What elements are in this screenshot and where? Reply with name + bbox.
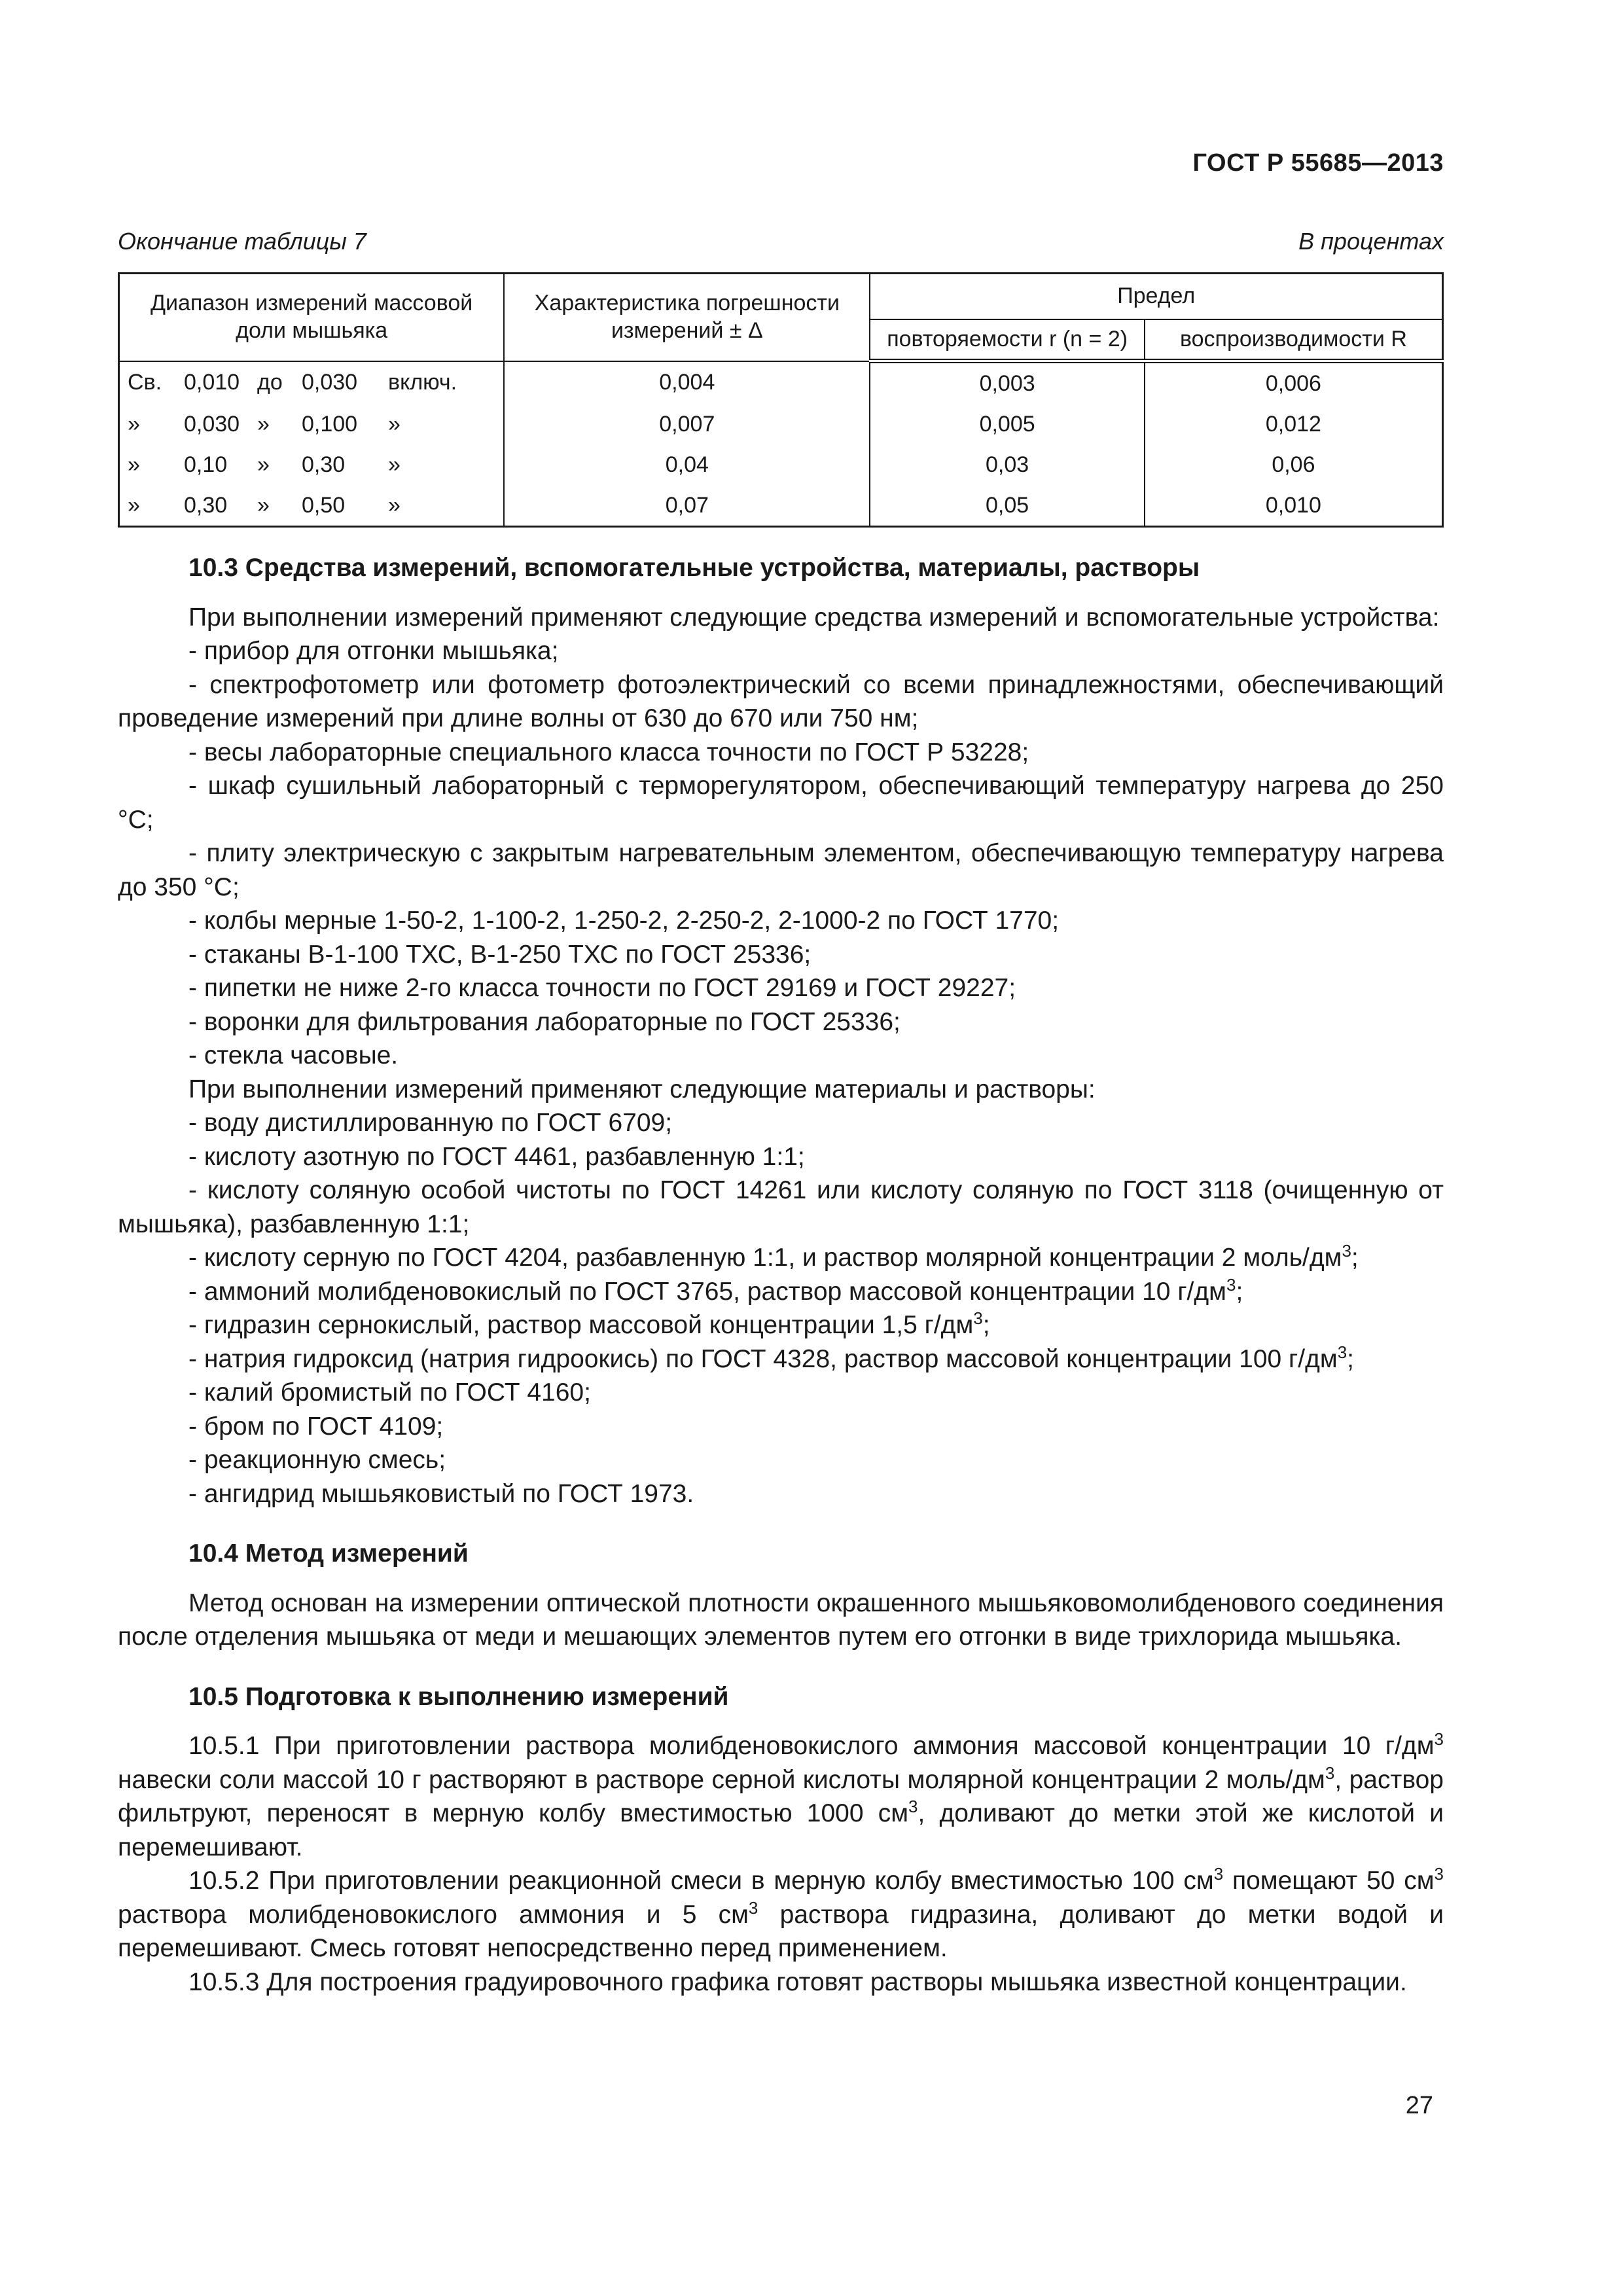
paragraph: Метод основан на измерении оптической плотности окрашенного мышьяковомолибденового соединения после отделения мышьяка от меди и мешающих элементов путем его отгонки в виде трихлорида мышьяка. [118, 1588, 1444, 1651]
list-item [118, 1275, 1444, 1309]
list-item: - калий бромистый по ГОСТ 4160; [188, 1378, 591, 1407]
document-body [118, 551, 1444, 1999]
text-run: , раствор фильтруют, переносят в мерную колбу вместимостью 1000 см [118, 1765, 1444, 1827]
superscript: 3 [1213, 1864, 1224, 1884]
repeatability-cell: 0,005 [870, 404, 1144, 444]
list-item: - кислоту соляную особой чистоты по ГОСТ 14261 или кислоту соляную по ГОСТ 3118 (очищенную от мышьяка), разбавленную 1:1; [118, 1176, 1444, 1238]
reproducibility-cell: 0,06 [1145, 444, 1443, 485]
list-item-text: - натрия гидроксид (натрия гидроокись) по ГОСТ 4328, раствор массовой концентрации 100 г/дм [188, 1344, 1338, 1373]
error-cell: 0,07 [504, 485, 870, 527]
list-item [118, 1308, 1444, 1342]
paragraph-10-5-3: 10.5.3 Для построения градуировочного графика готовят растворы мышьяка известной концентрации. [188, 1967, 1407, 1996]
table-caption [118, 228, 1444, 255]
error-cell: 0,007 [504, 404, 870, 444]
list-item: - воронки для фильтрования лабораторные по ГОСТ 25336; [188, 1007, 901, 1036]
text-run: раствора молибденовокислого аммония и 5 см [118, 1900, 749, 1929]
list-item: - реакционную смесь; [188, 1446, 446, 1474]
superscript: 3 [1325, 1763, 1335, 1783]
document-header: ГОСТ Р 55685—2013 [1192, 149, 1444, 177]
table-row [119, 485, 1443, 527]
repeatability-cell: 0,03 [870, 444, 1144, 485]
superscript: 3 [973, 1308, 983, 1328]
list-item: - прибор для отгонки мышьяка; [188, 637, 559, 665]
range-suffix: » [388, 412, 401, 437]
range-mid: до [257, 369, 283, 395]
list-item: - бром по ГОСТ 4109; [188, 1412, 444, 1441]
range-suffix: » [388, 452, 401, 477]
range-suffix: » [388, 493, 401, 518]
list-item: - шкаф сушильный лабораторный с терморегулятором, обеспечивающий температуру нагрева до 250 °С; [118, 772, 1444, 834]
range-mid: » [257, 493, 270, 518]
text-run: помещают 50 см [1223, 1867, 1435, 1895]
range-from: 0,10 [184, 452, 228, 477]
range-cell [119, 361, 505, 404]
page-number: 27 [1405, 2092, 1433, 2119]
reproducibility-cell: 0,006 [1145, 361, 1443, 404]
punctuation: ; [982, 1311, 990, 1339]
reproducibility-cell: 0,010 [1145, 485, 1443, 527]
punctuation: ; [1351, 1244, 1359, 1272]
header-repeatability: повторяемости r (n = 2) [870, 319, 1144, 361]
list-item: - пипетки не ниже 2-го класса точности по ГОСТ 29169 и ГОСТ 29227; [188, 974, 1016, 1002]
range-to: 0,100 [302, 412, 358, 437]
superscript: 3 [1342, 1241, 1351, 1261]
range-from: 0,30 [184, 493, 228, 518]
section-heading-10-4: 10.4 Метод измерений [188, 1539, 469, 1568]
range-prefix: » [128, 493, 140, 518]
repeatability-cell: 0,05 [870, 485, 1144, 527]
list-item: - спектрофотометр или фотометр фотоэлектрический со всеми принадлежностями, обеспечивающий проведение измерений при длине волны от 630 до 670 или 750 нм; [118, 670, 1444, 732]
section-heading-10-3: 10.3 Средства измерений, вспомогательные устройства, материалы, растворы [188, 554, 1200, 582]
list-item: - плиту электрическую с закрытым нагревательным элементом, обеспечивающую температуру нагрева до 350 °С; [118, 839, 1444, 901]
header-range: Диапазон измерений массовой доли мышьяка [119, 274, 505, 361]
list-item-text: - кислоту серную по ГОСТ 4204, разбавленную 1:1, и раствор молярной концентрации 2 моль/дм [188, 1244, 1342, 1272]
repeatability-cell: 0,003 [870, 361, 1144, 404]
range-mid: » [257, 452, 270, 477]
range-suffix: включ. [388, 369, 457, 395]
superscript: 3 [1434, 1729, 1444, 1749]
list-item [118, 1342, 1444, 1376]
range-to: 0,50 [302, 493, 346, 518]
list-item: - весы лабораторные специального класса точности по ГОСТ Р 53228; [188, 738, 1029, 766]
paragraph-10-5-1 [118, 1729, 1444, 1864]
superscript: 3 [908, 1797, 918, 1816]
list-item-text: - гидразин сернокислый, раствор массовой концентрации 1,5 г/дм [188, 1311, 974, 1339]
table-row [119, 444, 1443, 485]
range-from: 0,010 [184, 369, 240, 395]
table-row [119, 404, 1443, 444]
error-cell: 0,04 [504, 444, 870, 485]
table-units-label: В процентах [1298, 228, 1444, 255]
paragraph: При выполнении измерений применяют следующие материалы и растворы: [188, 1075, 1096, 1103]
range-mid: » [257, 412, 270, 437]
paragraph-10-5-2 [118, 1864, 1444, 1965]
list-item: - колбы мерные 1-50-2, 1-100-2, 1-250-2, 2-250-2, 2-1000-2 по ГОСТ 1770; [188, 906, 1060, 935]
reproducibility-cell: 0,012 [1145, 404, 1443, 444]
header-error: Характеристика погрешности измерений ± Δ [504, 274, 870, 361]
header-reproducibility: воспроизводимости R [1145, 319, 1443, 361]
text-run: навески соли массой 10 г растворяют в растворе серной кислоты молярной концентрации 2 моль/дм [118, 1765, 1325, 1794]
range-prefix: » [128, 412, 140, 437]
list-item: - стаканы В-1-100 ТХС, В-1-250 ТХС по ГОСТ 25336; [188, 940, 812, 969]
punctuation: ; [1236, 1277, 1243, 1306]
list-item: - кислоту азотную по ГОСТ 4461, разбавленную 1:1; [188, 1142, 805, 1171]
range-from: 0,030 [184, 412, 240, 437]
error-cell: 0,004 [504, 361, 870, 404]
range-cell [119, 444, 505, 485]
table-continuation-label: Окончание таблицы 7 [118, 228, 366, 255]
section-heading-10-5: 10.5 Подготовка к выполнению измерений [188, 1682, 729, 1711]
text-run: , доливают до метки этой же кислотой и перемешивают. [118, 1799, 1444, 1861]
range-to: 0,030 [302, 369, 358, 395]
paragraph: При выполнении измерений применяют следующие средства измерений и вспомогательные устройства: [188, 603, 1440, 632]
list-item-text: - аммоний молибденовокислый по ГОСТ 3765, раствор массовой концентрации 10 г/дм [188, 1277, 1226, 1306]
header-limit: Предел [870, 274, 1442, 319]
text-run: 10.5.1 При приготовлении раствора молибденовокислого аммония массовой концентрации 10 г/дм [188, 1732, 1435, 1760]
range-to: 0,30 [302, 452, 346, 477]
superscript: 3 [1337, 1342, 1347, 1362]
range-prefix: Св. [128, 369, 162, 395]
list-item: - воду дистиллированную по ГОСТ 6709; [188, 1109, 673, 1137]
range-cell [119, 404, 505, 444]
text-run: раствора гидразина, доливают до метки водой и перемешивают. Смесь готовят непосредственно перед применением. [118, 1900, 1444, 1962]
list-item [118, 1241, 1444, 1275]
range-prefix: » [128, 452, 140, 477]
superscript: 3 [1434, 1864, 1444, 1884]
text-run: 10.5.2 При приготовлении реакционной смеси в мерную колбу вместимостью 100 см [188, 1867, 1214, 1895]
list-item: - ангидрид мышьяковистый по ГОСТ 1973. [188, 1479, 694, 1508]
range-cell [119, 485, 505, 527]
punctuation: ; [1347, 1344, 1354, 1373]
data-table [118, 272, 1444, 528]
table-row [119, 361, 1443, 404]
superscript: 3 [1226, 1274, 1236, 1295]
superscript: 3 [748, 1897, 758, 1918]
list-item: - стекла часовые. [188, 1041, 399, 1069]
